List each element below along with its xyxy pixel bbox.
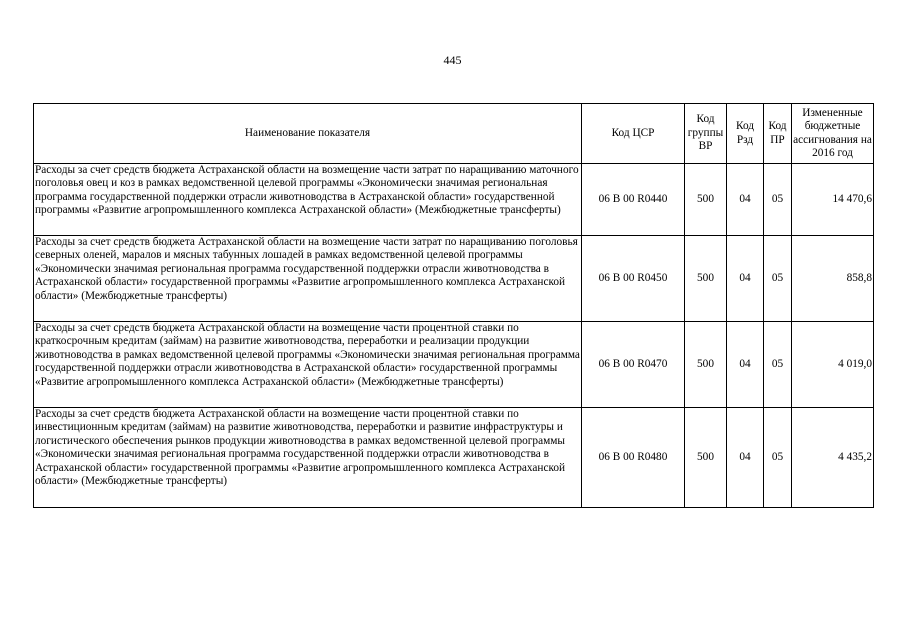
header-name: Наименование показателя — [34, 104, 582, 164]
row-rzd: 04 — [727, 164, 764, 236]
row-amount: 14 470,6 — [792, 164, 874, 236]
row-rzd: 04 — [727, 322, 764, 408]
row-pr: 05 — [764, 322, 792, 408]
table-row — [34, 322, 874, 408]
row-code: 06 В 00 R0480 — [582, 408, 685, 508]
row-pr: 05 — [764, 236, 792, 322]
table-row — [34, 164, 874, 236]
header-rzd: Код Рзд — [727, 104, 764, 164]
row-name: Расходы за счет средств бюджета Астраханской области на возмещение части процентной ставки по краткосрочным кредитам (займам) на развитие животноводства, переработки и реализации продукции животноводства в рамках ведомственной целевой программы «Экономически значимая региональная программа государственной поддержки отрасли животноводства в Астраханской области» государственной программы «Развитие агропромышленного комплекса Астраханской области» (Межбюджетные трансферты) — [34, 322, 582, 408]
row-group: 500 — [685, 408, 727, 508]
table-row — [34, 236, 874, 322]
row-amount: 4 435,2 — [792, 408, 874, 508]
header-group: Код группы ВР — [685, 104, 727, 164]
table-header-row — [34, 104, 874, 164]
row-pr: 05 — [764, 164, 792, 236]
row-amount: 858,8 — [792, 236, 874, 322]
row-code: 06 В 00 R0470 — [582, 322, 685, 408]
row-group: 500 — [685, 236, 727, 322]
row-name: Расходы за счет средств бюджета Астраханской области на возмещение части затрат по наращиванию маточного поголовья овец и коз в рамках ведомственной целевой программы «Экономически значимая региональная программа государственной поддержки отрасли животноводства в Астраханской области» государственной программы «Развитие агропромышленного комплекса Астраханской области» (Межбюджетные трансферты) — [34, 164, 582, 236]
row-code: 06 В 00 R0440 — [582, 164, 685, 236]
row-name: Расходы за счет средств бюджета Астраханской области на возмещение части процентной ставки по инвестиционным кредитам (займам) на развитие животноводства, переработки и развитие инфраструктуры и логистического обеспечения рынков продукции животноводства в рамках ведомственной целевой программы «Экономически значимая региональная программа государственной поддержки отрасли животноводства в Астраханской области» государственной программы «Развитие агропромышленного комплекса Астраханской области» (Межбюджетные трансферты) — [34, 408, 582, 508]
header-amount: Измененные бюджетные ассигнования на 2016 год — [792, 104, 874, 164]
budget-table — [33, 103, 874, 508]
row-group: 500 — [685, 164, 727, 236]
row-group: 500 — [685, 322, 727, 408]
row-rzd: 04 — [727, 236, 764, 322]
table-row — [34, 408, 874, 508]
row-amount: 4 019,0 — [792, 322, 874, 408]
row-pr: 05 — [764, 408, 792, 508]
page-number: 445 — [443, 53, 462, 67]
header-code: Код ЦСР — [582, 104, 685, 164]
row-rzd: 04 — [727, 408, 764, 508]
row-name: Расходы за счет средств бюджета Астраханской области на возмещение части затрат по наращиванию поголовья северных оленей, маралов и мясных табунных лошадей в рамках ведомственной целевой программы «Экономически значимая региональная программа государственной поддержки отрасли животноводства в Астраханской области» государственной программы «Развитие агропромышленного комплекса Астраханской области» (Межбюджетные трансферты) — [34, 236, 582, 322]
header-pr: Код ПР — [764, 104, 792, 164]
row-code: 06 В 00 R0450 — [582, 236, 685, 322]
